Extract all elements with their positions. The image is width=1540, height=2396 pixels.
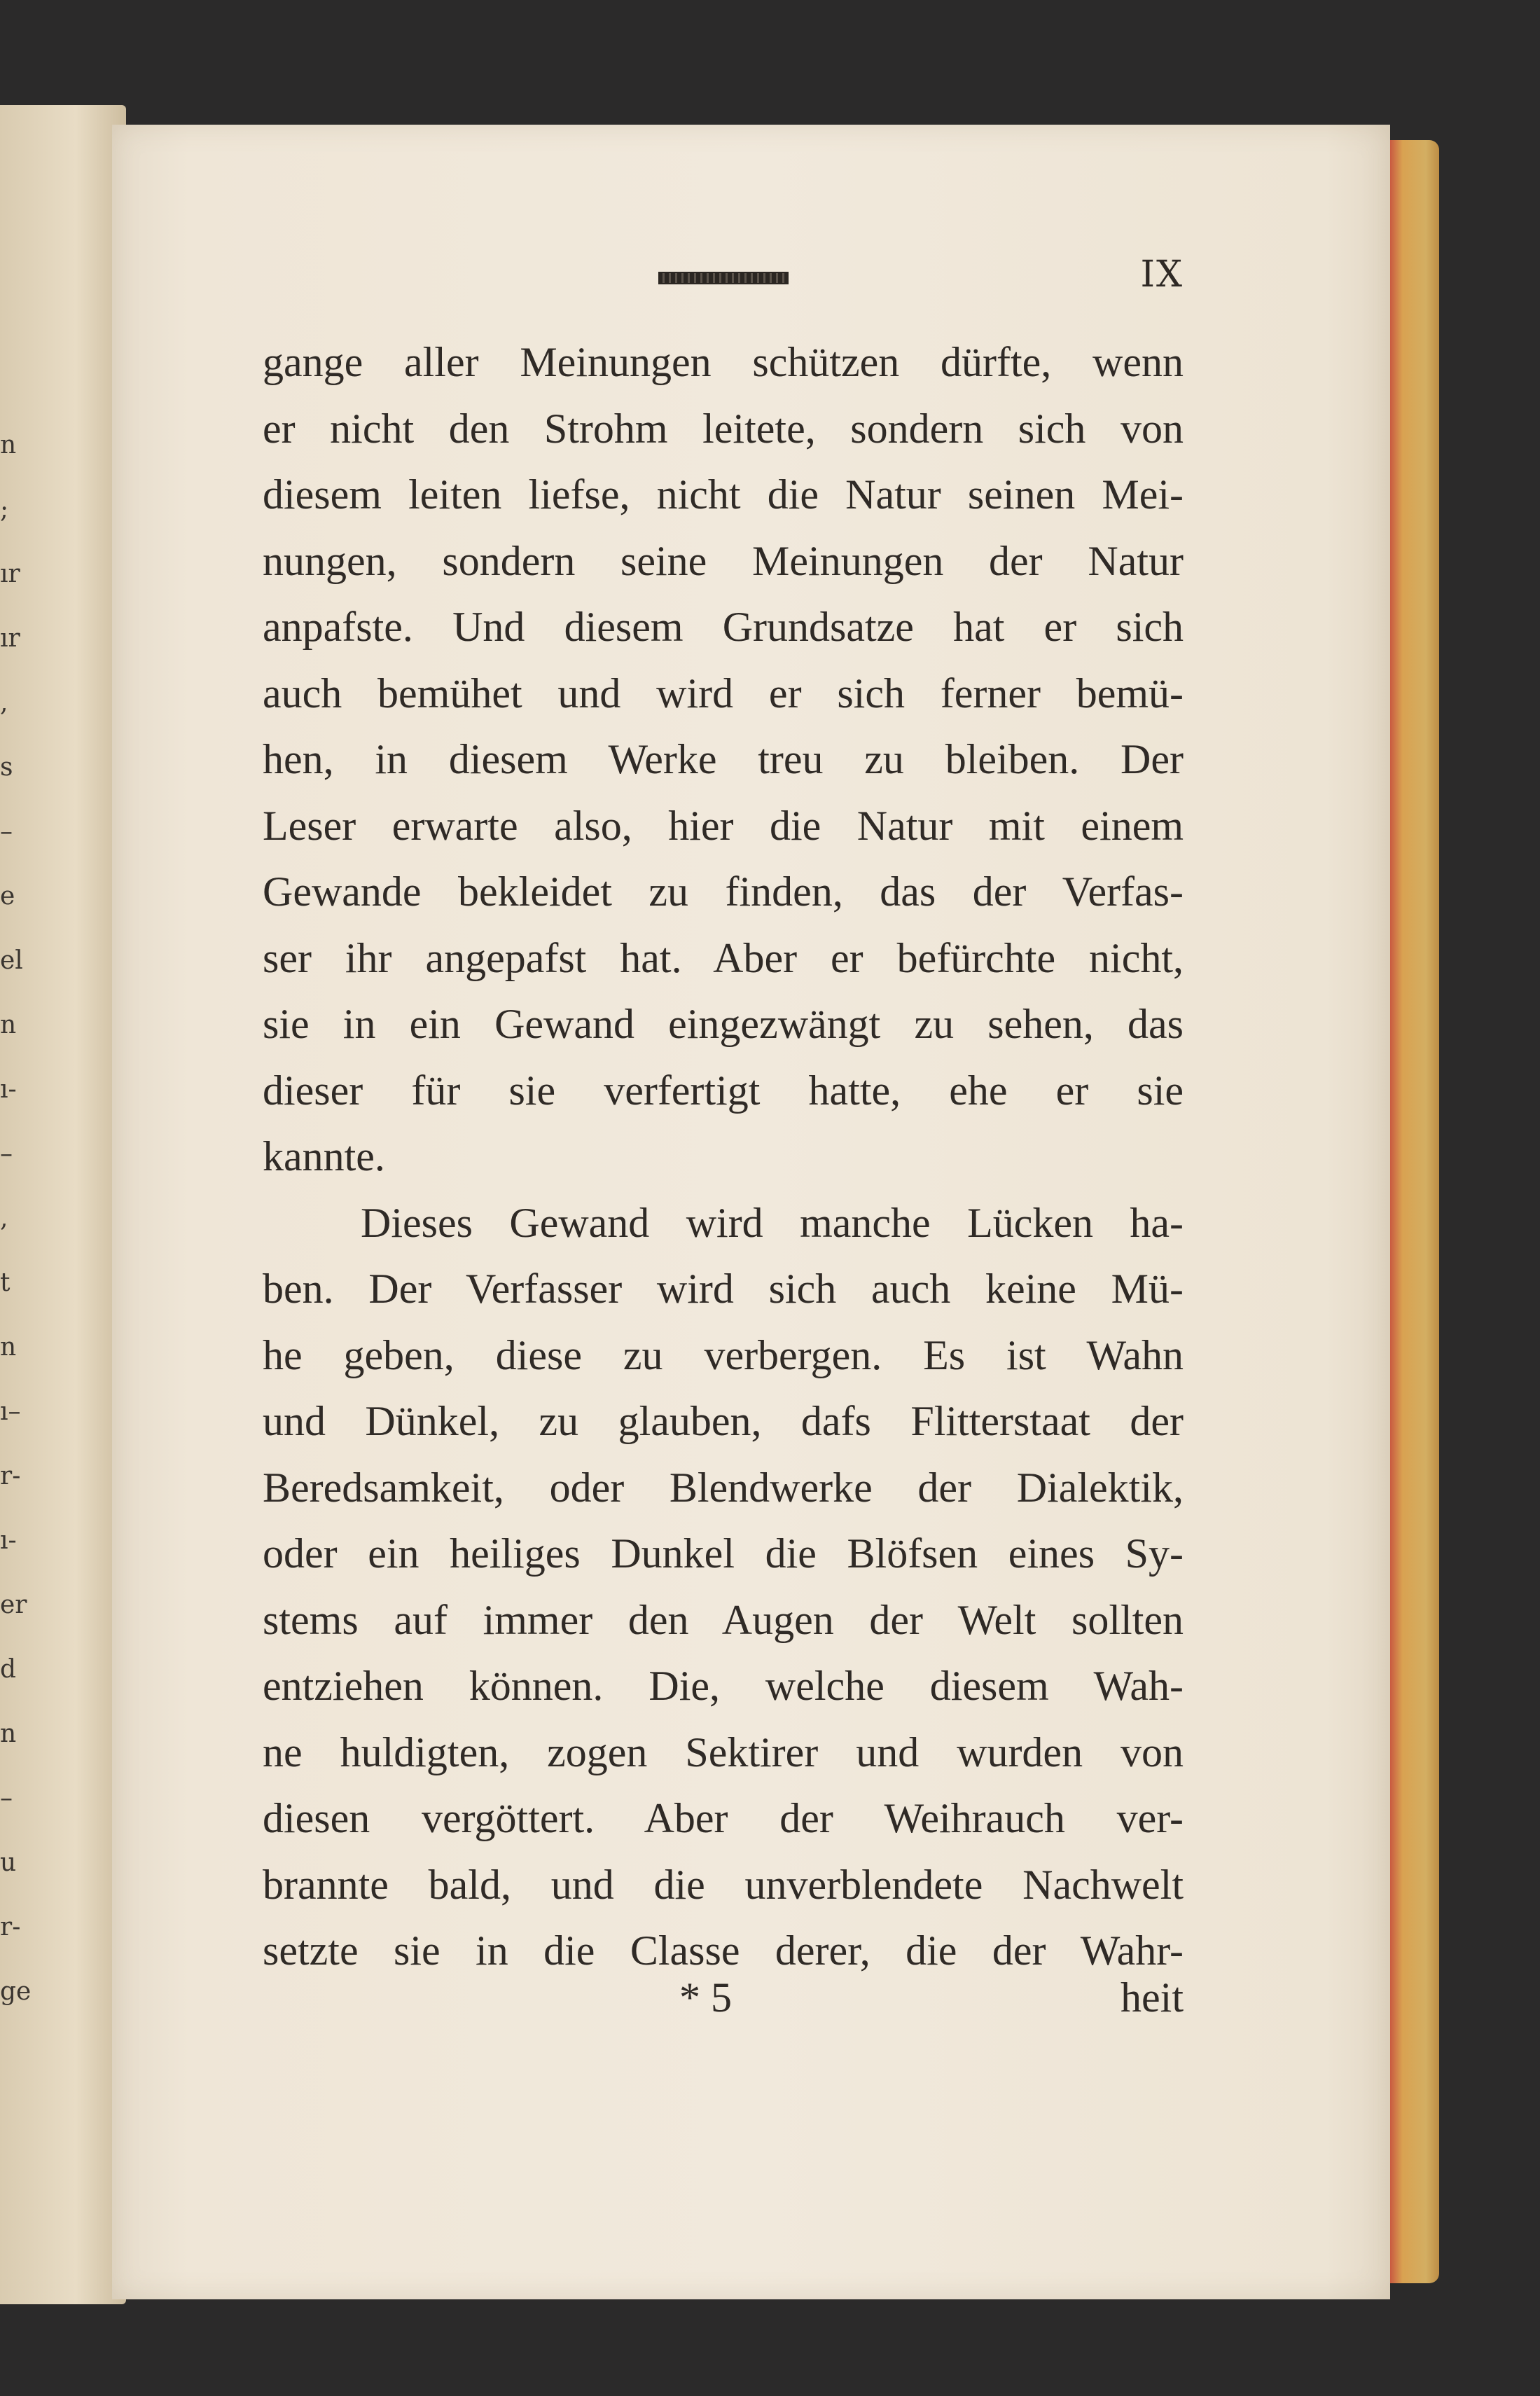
text-line: er nicht den Strohm leitete, sondern sich von bbox=[263, 405, 1184, 452]
text-line: sie in ein Gewand eingezwängt zu sehen, das bbox=[263, 1001, 1184, 1047]
body-text bbox=[263, 329, 1184, 1984]
margin-fragment: e bbox=[0, 882, 15, 910]
text-line: nungen, sondern seine Meinungen der Natur bbox=[263, 537, 1184, 584]
text-line: entziehen können. Die, welche diesem Wah- bbox=[263, 1663, 1184, 1709]
text-line: Gewande bekleidet zu finden, das der Verfas- bbox=[263, 868, 1184, 915]
text-line: setzte sie in die Classe derer, die der Wahr- bbox=[263, 1927, 1184, 1974]
page-number: IX bbox=[1140, 254, 1184, 296]
margin-fragment: el bbox=[0, 946, 23, 975]
margin-fragment: r- bbox=[0, 1913, 21, 1941]
margin-fragment: er bbox=[0, 1591, 27, 1619]
margin-fragment: ır bbox=[0, 624, 20, 653]
text-line: Dieses Gewand wird manche Lücken ha- bbox=[361, 1199, 1184, 1246]
margin-fragment: n bbox=[0, 1333, 17, 1362]
text-line: ser ihr angepafst hat. Aber er befürchte nicht, bbox=[263, 934, 1184, 981]
text-line: diesen vergöttert. Aber der Weihrauch ver- bbox=[263, 1795, 1184, 1841]
left-page-margin bbox=[0, 413, 49, 2164]
text-line: brannte bald, und die unverblendete Nachwelt bbox=[263, 1861, 1184, 1908]
text-line: kannte. bbox=[263, 1133, 385, 1179]
margin-fragment: – bbox=[0, 817, 13, 846]
text-line: Beredsamkeit, oder Blendwerke der Dialektik, bbox=[263, 1464, 1184, 1511]
catchword: heit bbox=[1121, 1974, 1184, 2021]
text-line: diesem leiten liefse, nicht die Natur seinen Mei- bbox=[263, 471, 1184, 518]
margin-fragment: ı– bbox=[0, 1397, 21, 1426]
margin-fragment: ge bbox=[0, 1977, 32, 2006]
margin-fragment: n bbox=[0, 1719, 17, 1748]
margin-fragment: – bbox=[0, 1140, 13, 1168]
margin-fragment: t bbox=[0, 1268, 11, 1297]
margin-fragment: ır bbox=[0, 560, 20, 588]
text-line: he geben, diese zu verbergen. Es ist Wahn bbox=[263, 1331, 1184, 1378]
text-line: ben. Der Verfasser wird sich auch keine Mü- bbox=[263, 1266, 1184, 1312]
margin-fragment: n bbox=[0, 1011, 17, 1039]
signature-mark: * 5 bbox=[679, 1974, 732, 2021]
margin-fragment: – bbox=[0, 1784, 13, 1813]
text-line: und Dünkel, zu glauben, dafs Flitterstaat der bbox=[263, 1398, 1184, 1444]
margin-fragment: n bbox=[0, 431, 17, 459]
margin-fragment: s bbox=[0, 753, 13, 782]
margin-fragment: d bbox=[0, 1655, 17, 1684]
text-line: dieser für sie verfertigt hatte, ehe er sie bbox=[263, 1067, 1184, 1114]
text-line: gange aller Meinungen schützen dürfte, wenn bbox=[263, 339, 1184, 385]
margin-fragment: ; bbox=[0, 495, 9, 524]
left-page-edge bbox=[0, 105, 126, 2304]
margin-fragment: ı- bbox=[0, 1075, 17, 1104]
header-ornament-rule bbox=[658, 272, 789, 284]
margin-fragment: u bbox=[0, 1848, 17, 1877]
margin-fragment: , bbox=[0, 688, 8, 717]
text-line: anpafste. Und diesem Grundsatze hat er sich bbox=[263, 604, 1184, 650]
text-line: oder ein heiliges Dunkel die Blöfsen eines Sy- bbox=[263, 1530, 1184, 1577]
text-line: ne huldigten, zogen Sektirer und wurden von bbox=[263, 1729, 1184, 1775]
text-line: hen, in diesem Werke treu zu bleiben. Der bbox=[263, 736, 1184, 782]
page-footer bbox=[263, 1965, 1184, 2030]
text-line: Leser erwarte also, hier die Natur mit einem bbox=[263, 802, 1184, 849]
text-line: stems auf immer den Augen der Welt sollten bbox=[263, 1596, 1184, 1643]
text-line: auch bemühet und wird er sich ferner bemü- bbox=[263, 670, 1184, 716]
margin-fragment: r- bbox=[0, 1462, 21, 1490]
margin-fragment: , bbox=[0, 1204, 8, 1233]
margin-fragment: ı- bbox=[0, 1526, 17, 1555]
